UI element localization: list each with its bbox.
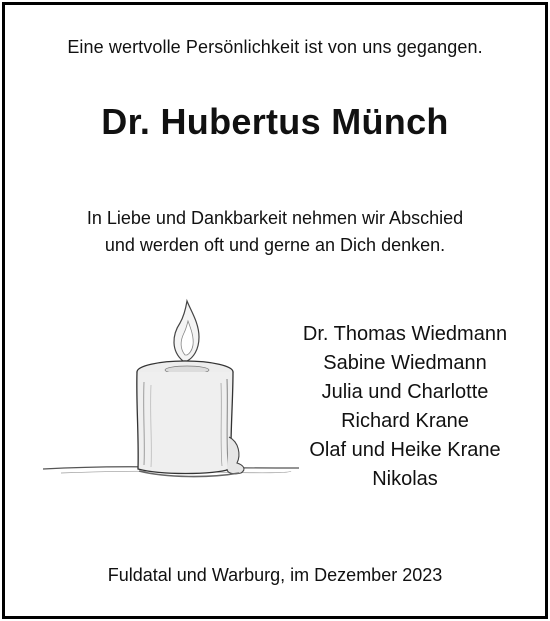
mourner-name: Sabine Wiedmann	[323, 352, 487, 374]
mourners-list	[285, 320, 525, 494]
intro-text: Eine wertvolle Persönlichkeit ist von uns gegangen.	[67, 37, 483, 57]
mourner-name: Olaf und Heike Krane	[309, 439, 501, 461]
mourner-name: Nikolas	[372, 468, 438, 490]
mourner-name: Dr. Thomas Wiedmann	[302, 323, 508, 345]
farewell-text	[5, 205, 545, 259]
farewell-line: und werden oft und gerne an Dich denken.	[104, 235, 446, 255]
mourner-name: Richard Krane	[341, 410, 469, 432]
farewell-line: In Liebe und Dankbarkeit nehmen wir Abschied	[86, 208, 464, 228]
deceased-name: Dr. Hubertus Münch	[101, 101, 449, 142]
obituary-notice	[2, 2, 548, 619]
place-date: Fuldatal und Warburg, im Dezember 2023	[107, 565, 443, 585]
candle-icon	[41, 297, 301, 487]
mourner-name: Julia und Charlotte	[321, 381, 489, 403]
